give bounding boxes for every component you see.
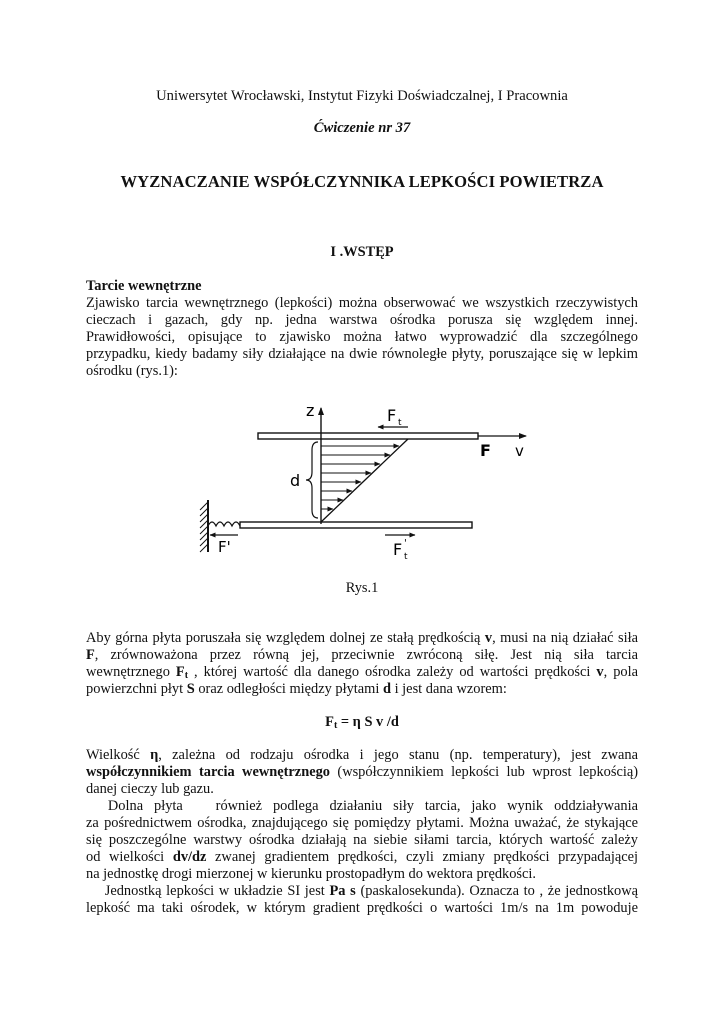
viscosity-formula: $F_t = \eta$ S v /d — [325, 714, 399, 731]
section-heading: I .WSTĘP — [330, 244, 394, 260]
institution-header: Uniwersytet Wrocławski, Instytut Fizyki Doświadczalnej, I Pracownia — [156, 88, 568, 104]
para2-line-1: Aby górna płyta poruszała się względem dolnej ze stałą prędkością v, musi na nią działać siła — [86, 630, 638, 646]
f-label: F — [480, 441, 491, 460]
para5-line-1: Jednostką lepkości w układzie SI jest Pa s (paskalosekunda). Oznacza to , że jednostkową — [86, 883, 639, 899]
wall-hatching — [200, 502, 208, 552]
velocity-arrows — [321, 446, 399, 509]
d-label: d — [290, 471, 301, 490]
intro-line-3: Prawidłowości, opisujące to zjawisko można łatwo wyprowadzić dla szczególnego — [86, 329, 638, 345]
ftprime-subscript: t — [404, 552, 408, 562]
para2-line-4: powierzchni płyt S oraz odległości między płytami d i jest dana wzorem: — [86, 681, 507, 697]
velocity-profile — [321, 439, 408, 522]
para4-line-2: za pośrednictwem ośrodka, znajdującego się pomiędzy płytami. Można uważać, że stykające — [86, 815, 638, 831]
para5-line-2: lepkość ma taki ośrodek, w którym gradient prędkości o wartości 1m/s na 1m powoduje — [86, 900, 638, 916]
para4-line-1: Dolna płyta również podlega działaniu siły tarcia, jako wynik oddziaływania — [86, 798, 638, 814]
v-label: v — [515, 442, 524, 460]
para3-line-3: danej cieczy lub gazu. — [86, 781, 214, 797]
viscosity-diagram — [180, 396, 540, 568]
ftprime-prime: ' — [404, 538, 407, 549]
ftprime-label: F — [393, 540, 403, 559]
para4-line-3: się poszczególne warstwy ośrodka działają na siebie siłami tarcia, których wartość zależy — [86, 832, 638, 848]
document-title: WYZNACZANIE WSPÓŁCZYNNIKA LEPKOŚCI POWIETRZA — [120, 172, 604, 191]
para3-line-1: Wielkość η, zależna od rodzaju ośrodka i jego stanu (np. temperatury), jest zwana — [86, 747, 638, 763]
subsection-heading: Tarcie wewnętrzne — [86, 278, 202, 294]
distance-brace — [306, 442, 318, 518]
intro-line-1: Zjawisko tarcia wewnętrznego (lepkości) można obserwować we wszystkich rzeczywistych — [86, 295, 638, 311]
para4-line-5: na jednostkę drogi mierzonej w kierunku prostopadłym do wektora prędkości. — [86, 866, 536, 882]
spring — [208, 522, 240, 526]
exercise-number: Ćwiczenie nr 37 — [313, 120, 411, 136]
z-label: z — [306, 401, 315, 420]
intro-line-4: przypadku, kiedy badamy siły działające na dwie równoległe płyty, poruszające się w lepkim — [86, 346, 638, 362]
para2-line-3: wewnętrznego $F_t$ , której wartość dla danego ośrodka zależy od wartości prędkości v, pola — [86, 664, 638, 681]
intro-line-5: ośrodku (rys.1): — [86, 363, 178, 379]
lower-plate — [240, 522, 472, 528]
ft-label: F — [387, 406, 397, 425]
fprime-label: F' — [218, 538, 231, 556]
para2-line-2: F, zrównoważona przez równą jej, przeciwnie zwróconą siłę. Jest nią siła tarcia — [86, 647, 638, 663]
ft-subscript: t — [398, 418, 402, 428]
intro-line-2: cieczach i gazach, gdy np. jedna warstwa ośrodka porusza się względem innej. — [86, 312, 638, 328]
upper-plate — [258, 433, 478, 439]
para3-line-2: współczynnikiem tarcia wewnętrznego (współczynnikiem lepkości lub wprost lepkością) — [86, 764, 639, 780]
para4-line-4: od wielkości dv/dz zwanej gradientem prędkości, czyli zmiany prędkości przypadającej — [86, 849, 638, 865]
figure-caption: Rys.1 — [345, 580, 379, 596]
